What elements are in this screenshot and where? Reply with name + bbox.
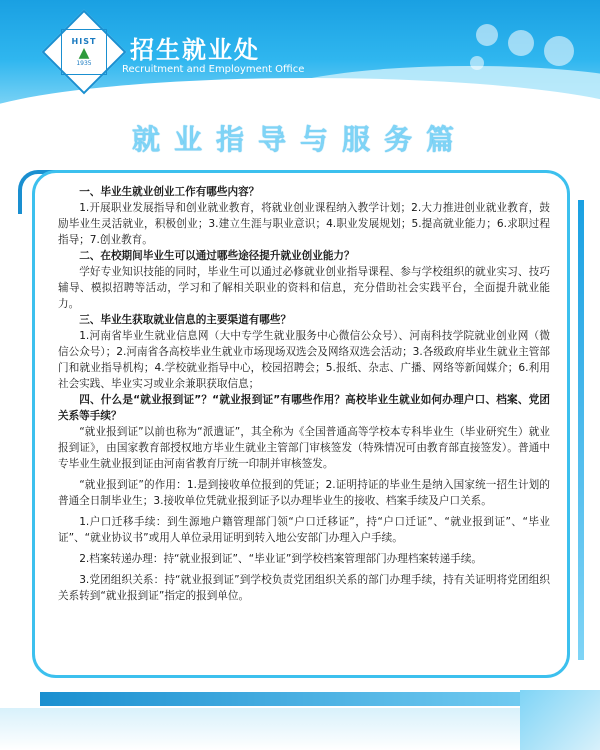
office-name-cn: 招生就业处: [130, 36, 260, 64]
section-paragraph: 学好专业知识技能的同时，毕业生可以通过必修就业创业指导课程、参与学校组织的就业实习、技巧辅导、模拟招聘等活动，学习和了解相关职业的资料和信息，充分借助社会实践平台，全面提升就业能力。: [58, 266, 550, 310]
decor-dot: [544, 36, 574, 66]
frame-right-bar: [578, 200, 584, 660]
logo-text: HIST: [71, 37, 97, 46]
section-heading: 一、毕业生就业创业工作有哪些内容？: [79, 186, 260, 198]
decor-dot: [470, 56, 484, 70]
page-title: 就业指导与服务篇: [131, 123, 468, 156]
logo-year: 1935: [76, 60, 92, 67]
footer-corner-block: [520, 690, 600, 750]
decor-dot: [476, 24, 498, 46]
decor-dot: [508, 30, 534, 56]
footer-light-band: [0, 708, 600, 750]
section-heading: 四、什么是“就业报到证”？“就业报到证”有哪些作用？高校毕业生就业如何办理户口、档案、党团关系等手续？: [58, 394, 550, 422]
office-name-en: Recruitment and Employment Office: [122, 64, 305, 75]
section-paragraph: 1.户口迁移手续：到生源地户籍管理部门领“户口迁移证”，持“户口迁证”、“就业报到证”、“毕业证”、“就业协议书”或用人单位录用证明到转入地公安部门办理入户手续。: [58, 516, 550, 544]
section-paragraph: “就业报到证”的作用：1.是到接收单位报到的凭证；2.证明持证的毕业生是纳入国家统一招生计划的普通全日制毕业生；3.接收单位凭就业报到证予以办理毕业生的接收、档案手续及户口关系。: [58, 479, 550, 507]
section-paragraph: “就业报到证”以前也称为“派遣证”，其全称为《全国普通高等学校本专科毕业生（毕业研究生）就业报到证》，由国家教育部授权地方毕业生就业主管部门审核签发（特殊情况可由教育部直接签发）。普通中专毕业生就业报到证由河南省教育厅统一印制并审核签发。: [58, 426, 550, 470]
section-heading: 二、在校期间毕业生可以通过哪些途径提升就业创业能力？: [79, 250, 355, 262]
footer-bar: [40, 692, 600, 706]
book-icon: ▲: [78, 45, 90, 61]
section-heading: 三、毕业生获取就业信息的主要渠道有哪些？: [79, 314, 292, 326]
section-paragraph: 1.河南省毕业生就业信息网（大中专学生就业服务中心微信公众号）、河南科技学院就业创业网（微信公众号）；2.河南省各高校毕业生就业市场现场双选会及网络双选会活动；3.各级政府毕业生就业主管部门和就业指导机构；4.学校就业指导中心，校园招聘会；5.报纸、杂志、广播、网络等新闻媒介；6.利用社会实践、毕业实习或业余兼职获取信息；: [58, 330, 550, 390]
section-paragraph: 3.党团组织关系：持“就业报到证”到学校负责党团组织关系的部门办理手续，持有关证明将党团组织关系转到“就业报到证”指定的报到单位。: [58, 574, 550, 602]
content-body: [58, 184, 550, 604]
section-paragraph: 1.开展职业发展指导和创业就业教育，将就业创业课程纳入教学计划；2.大力推进创业就业教育，鼓励毕业生灵活就业，积极创业；3.建立生涯与职业意识；4.职业发展规划；5.提高就业能力；6.求职过程指导；7.创业教育。: [58, 202, 550, 246]
section-paragraph: 2.档案转递办理：持“就业报到证”、“毕业证”到学校档案管理部门办理档案转递手续。: [79, 553, 483, 565]
